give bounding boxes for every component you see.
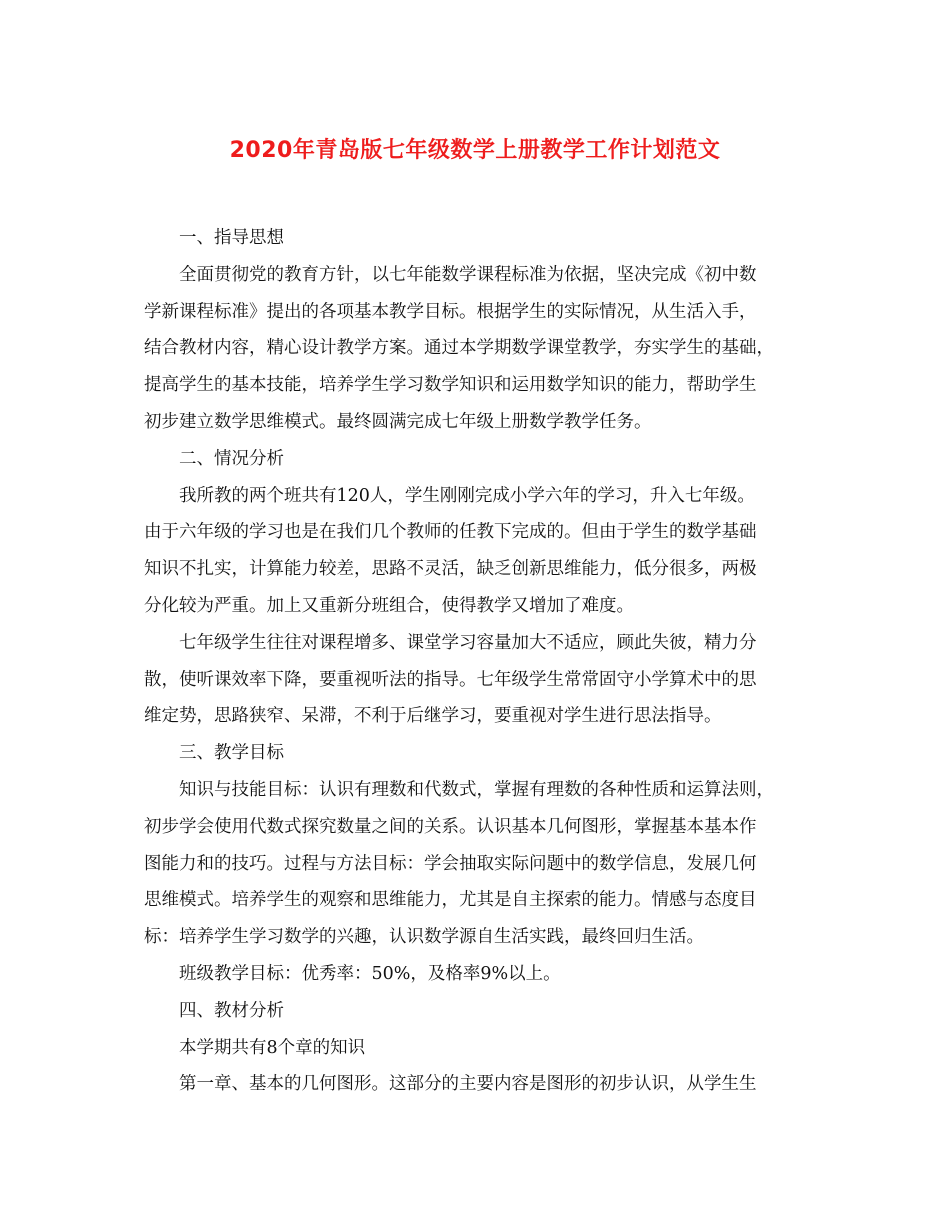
text-line: 本学期共有8个章的知识: [179, 1037, 366, 1058]
text-line: 标：培养学生学习数学的兴趣，认识数学源自生活实践，最终回归生活。: [144, 927, 704, 948]
text-line: 三、教学目标: [179, 743, 284, 764]
text-line: 初步学会使用代数式探究数量之间的关系。认识基本几何图形，掌握基本基本作: [144, 816, 757, 837]
text-line: 七年级学生往往对课程增多、课堂学习容量加大不适应，顾此失彼，精力分: [179, 632, 757, 653]
text-line: 二、情况分析: [179, 448, 284, 469]
document-body: [144, 220, 810, 1103]
text-line: 全面贯彻党的教育方针，以七年能数学课程标准为依据，坚决完成《初中数: [179, 264, 757, 285]
text-line: 提高学生的基本技能，培养学生学习数学知识和运用数学知识的能力，帮助学生: [144, 375, 757, 396]
text-line: 散，使听课效率下降，要重视听法的指导。七年级学生常常固守小学算术中的思: [144, 669, 757, 690]
text-line: 结合教材内容，精心设计教学方案。通过本学期数学课堂教学，夯实学生的基础，: [144, 338, 774, 359]
document-title: 2020年青岛版七年级数学上册教学工作计划范文: [229, 138, 721, 163]
text-line: 由于六年级的学习也是在我们几个教师的任教下完成的。但由于学生的数学基础: [144, 522, 757, 543]
text-line: 班级教学目标：优秀率：50%，及格率9%以上。: [179, 963, 561, 984]
text-line: 知识不扎实，计算能力较差，思路不灵活，缺乏创新思维能力，低分很多，两极: [144, 559, 757, 580]
text-line: 初步建立数学思维模式。最终圆满完成七年级上册数学教学任务。: [144, 411, 652, 432]
text-line: 图能力和的技巧。过程与方法目标：学会抽取实际问题中的数学信息，发展几何: [144, 853, 757, 874]
text-line: 第一章、基本的几何图形。这部分的主要内容是图形的初步认识，从学生生: [179, 1074, 757, 1095]
text-line: 思维模式。培养学生的观察和思维能力，尤其是自主探索的能力。情感与态度目: [144, 890, 757, 911]
text-line: 分化较为严重。加上又重新分班组合，使得教学又增加了难度。: [144, 595, 634, 616]
text-line: 维定势，思路狭窄、呆滞，不利于后继学习，要重视对学生进行思法指导。: [144, 706, 722, 727]
text-line: 一、指导思想: [179, 228, 284, 248]
text-line: 四、教材分析: [179, 1000, 284, 1021]
text-line: 学新课程标准》提出的各项基本教学目标。根据学生的实际情况，从生活入手，: [144, 301, 757, 322]
text-line: 知识与技能目标：认识有理数和代数式，掌握有理数的各种性质和运算法则，: [179, 779, 774, 800]
text-line: 我所教的两个班共有120人，学生刚刚完成小学六年的学习，升入七年级。: [179, 485, 755, 506]
